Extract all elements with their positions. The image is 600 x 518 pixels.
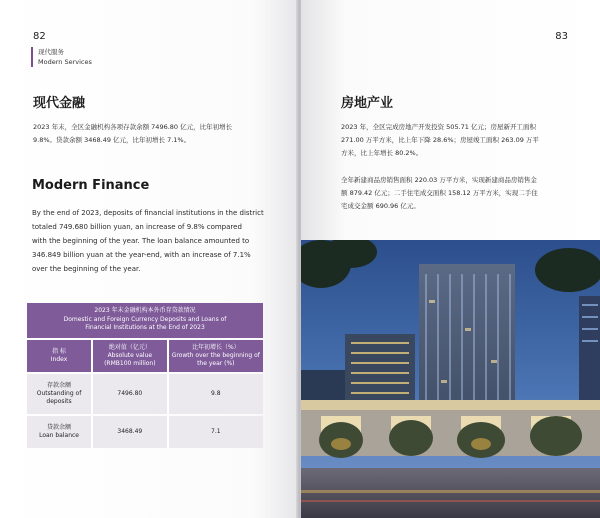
paragraph-finance-cn <box>33 121 283 147</box>
cell-growth: 9.8 <box>169 374 263 414</box>
paragraph-line: 2023 年，全区完成房地产开发投资 505.71 亿元；房屋新开工面积 <box>341 123 536 131</box>
paragraph-line: 宅成交金额 690.96 亿元。 <box>341 202 420 210</box>
city-night-photo <box>301 240 600 518</box>
heading-real-estate-cn: 房地产业 <box>341 96 394 111</box>
paragraph-line: totaled 749.680 billion yuan, an increase of 9.8% compared <box>32 223 242 231</box>
table-title <box>27 303 263 338</box>
section-tag-cn: 现代服务 <box>38 48 64 56</box>
deposits-loans-table <box>27 301 263 450</box>
paragraph-line: 方米，比上年增长 80.2%。 <box>341 149 423 157</box>
table-title-line: Financial Institutions at the End of 2023 <box>85 324 205 331</box>
paragraph-line: 9.8%。贷款余额 3468.49 亿元，比年初增长 7.1%。 <box>33 136 191 144</box>
paragraph-line: By the end of 2023, deposits of financial institutions in the district <box>32 209 264 217</box>
table-row <box>27 374 263 414</box>
paragraph-line: 额 879.42 亿元；二手住宅成交面积 158.12 万平方米，实现二手住 <box>341 189 538 197</box>
page-number-right: 83 <box>555 31 568 42</box>
paragraph-real-estate-2 <box>341 174 591 213</box>
page-number-left: 82 <box>33 31 46 42</box>
paragraph-line: 271.00 万平方米，比上年下降 28.6%；房屋竣工面积 263.09 万平 <box>341 136 539 144</box>
heading-modern-finance-cn: 现代金融 <box>33 96 86 111</box>
section-tag-en: Modern Services <box>38 58 92 66</box>
paragraph-line: 全年新建商品房销售面积 220.03 万平方米，实现新建商品房销售金 <box>341 176 537 184</box>
table-title-line: 2023 年末金融机构本外币存贷款情况 <box>94 307 196 314</box>
table-row <box>27 416 263 448</box>
paragraph-finance-en <box>32 206 290 276</box>
table-header-row <box>27 340 263 372</box>
cell-growth: 7.1 <box>169 416 263 448</box>
paragraph-line: with the beginning of the year. The loan balance amounted to <box>32 237 250 245</box>
paragraph-line: 346.849 billion yuan at the year-end, with an increase of 7.1% <box>32 251 251 259</box>
paragraph-line: over the beginning of the year. <box>32 265 141 273</box>
paragraph-line: 2023 年末，全区金融机构各项存款余额 7496.80 亿元，比年初增长 <box>33 123 233 131</box>
cell-value: 7496.80 <box>93 374 169 414</box>
paragraph-real-estate-1 <box>341 121 591 160</box>
header-growth: 比年初增长（%） Growth over the beginning of the year (%) <box>169 340 263 372</box>
header-absolute-value: 绝对值（亿元） Absolute value (RMB100 million) <box>93 340 169 372</box>
cell-index: 贷款余额 Loan balance <box>27 416 93 448</box>
right-page <box>301 0 600 518</box>
cell-value: 3468.49 <box>93 416 169 448</box>
section-tag <box>31 47 92 67</box>
left-page <box>0 0 298 518</box>
header-index: 指 标 Index <box>27 340 93 372</box>
cell-index: 存款余额 Outstanding of deposits <box>27 374 93 414</box>
heading-modern-finance-en: Modern Finance <box>32 178 150 193</box>
table-title-line: Domestic and Foreign Currency Deposits and Loans of <box>63 315 227 323</box>
